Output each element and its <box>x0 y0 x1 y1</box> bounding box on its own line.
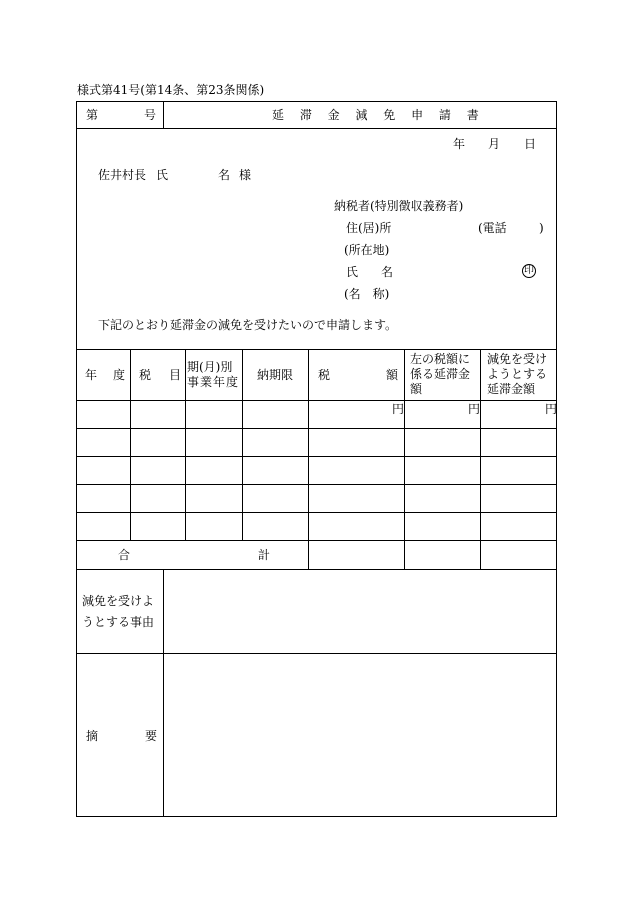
divider <box>76 653 557 654</box>
form-frame <box>76 101 557 817</box>
form-title: 延 滞 金 減 免 申 請 書 <box>272 108 485 122</box>
col-reduction-line1: 減免を受け <box>487 352 548 366</box>
addressee-mayor: 佐井村長 <box>98 168 147 182</box>
col-due-date: 納期限 <box>257 368 294 382</box>
phone-close: ) <box>539 221 544 235</box>
request-statement: 下記のとおり延滞金の減免を受けたいので申請します。 <box>98 318 398 332</box>
name-label-mei: 名 <box>381 265 394 279</box>
col-period-line2: 事業年度 <box>187 375 240 389</box>
divider <box>76 400 557 401</box>
divider <box>308 349 309 569</box>
divider <box>130 349 131 540</box>
form-number: 様式第41号(第14条、第23条関係) <box>77 83 265 97</box>
divider <box>76 512 557 513</box>
divider <box>76 484 557 485</box>
divider <box>76 569 557 570</box>
col-late-fee-line2: 係る延滞金 <box>410 367 471 381</box>
yen-unit: 円 <box>468 402 481 416</box>
col-tax-2: 目 <box>169 368 182 382</box>
number-label-dai: 第 <box>86 108 99 122</box>
seal-mark: 印 <box>524 265 534 276</box>
divider <box>404 349 405 569</box>
divider <box>76 128 557 129</box>
col-late-fee-line3: 額 <box>410 382 423 396</box>
col-amount-2: 額 <box>386 368 399 382</box>
divider <box>76 540 557 541</box>
col-late-fee-line1: 左の税額に <box>410 352 471 366</box>
date-day: 日 <box>524 137 537 151</box>
divider <box>76 349 557 350</box>
address-label: 住(居)所 <box>346 221 392 235</box>
divider <box>480 349 481 569</box>
number-label-go: 号 <box>144 108 157 122</box>
remarks-label-2: 要 <box>145 729 158 743</box>
remarks-label-1: 摘 <box>86 729 99 743</box>
location-label: (所在地) <box>344 243 390 257</box>
divider <box>185 349 186 540</box>
divider <box>163 569 164 817</box>
phone-label: (電話 <box>478 221 507 235</box>
divider <box>163 101 164 128</box>
col-reduction-line3: 延滞金額 <box>487 382 536 396</box>
col-reduction-line2: ようとする <box>487 367 548 381</box>
date-year: 年 <box>453 137 466 151</box>
yen-unit: 円 <box>545 402 558 416</box>
total-label-1: 合 <box>118 548 131 562</box>
reason-label-line2: うとする事由 <box>82 615 155 629</box>
addressee-mei: 名 <box>218 168 231 182</box>
addressee-shi: 氏 <box>156 168 169 182</box>
col-period-line1: 期(月)別 <box>187 360 233 374</box>
col-tax-1: 税 <box>139 368 152 382</box>
divider <box>242 349 243 540</box>
reason-label-line1: 減免を受けよ <box>82 594 155 608</box>
addressee-sama: 様 <box>239 168 252 182</box>
name-label-shi: 氏 <box>346 265 359 279</box>
applicant-heading: 納税者(特別徴収義務者) <box>334 199 464 213</box>
col-amount-1: 税 <box>318 368 331 382</box>
yen-unit: 円 <box>392 402 405 416</box>
divider <box>76 428 557 429</box>
divider <box>76 456 557 457</box>
total-label-2: 計 <box>258 548 271 562</box>
col-year-2: 度 <box>113 368 126 382</box>
corporate-name-label: (名 称) <box>344 287 390 301</box>
col-year-1: 年 <box>85 368 98 382</box>
date-month: 月 <box>488 137 501 151</box>
